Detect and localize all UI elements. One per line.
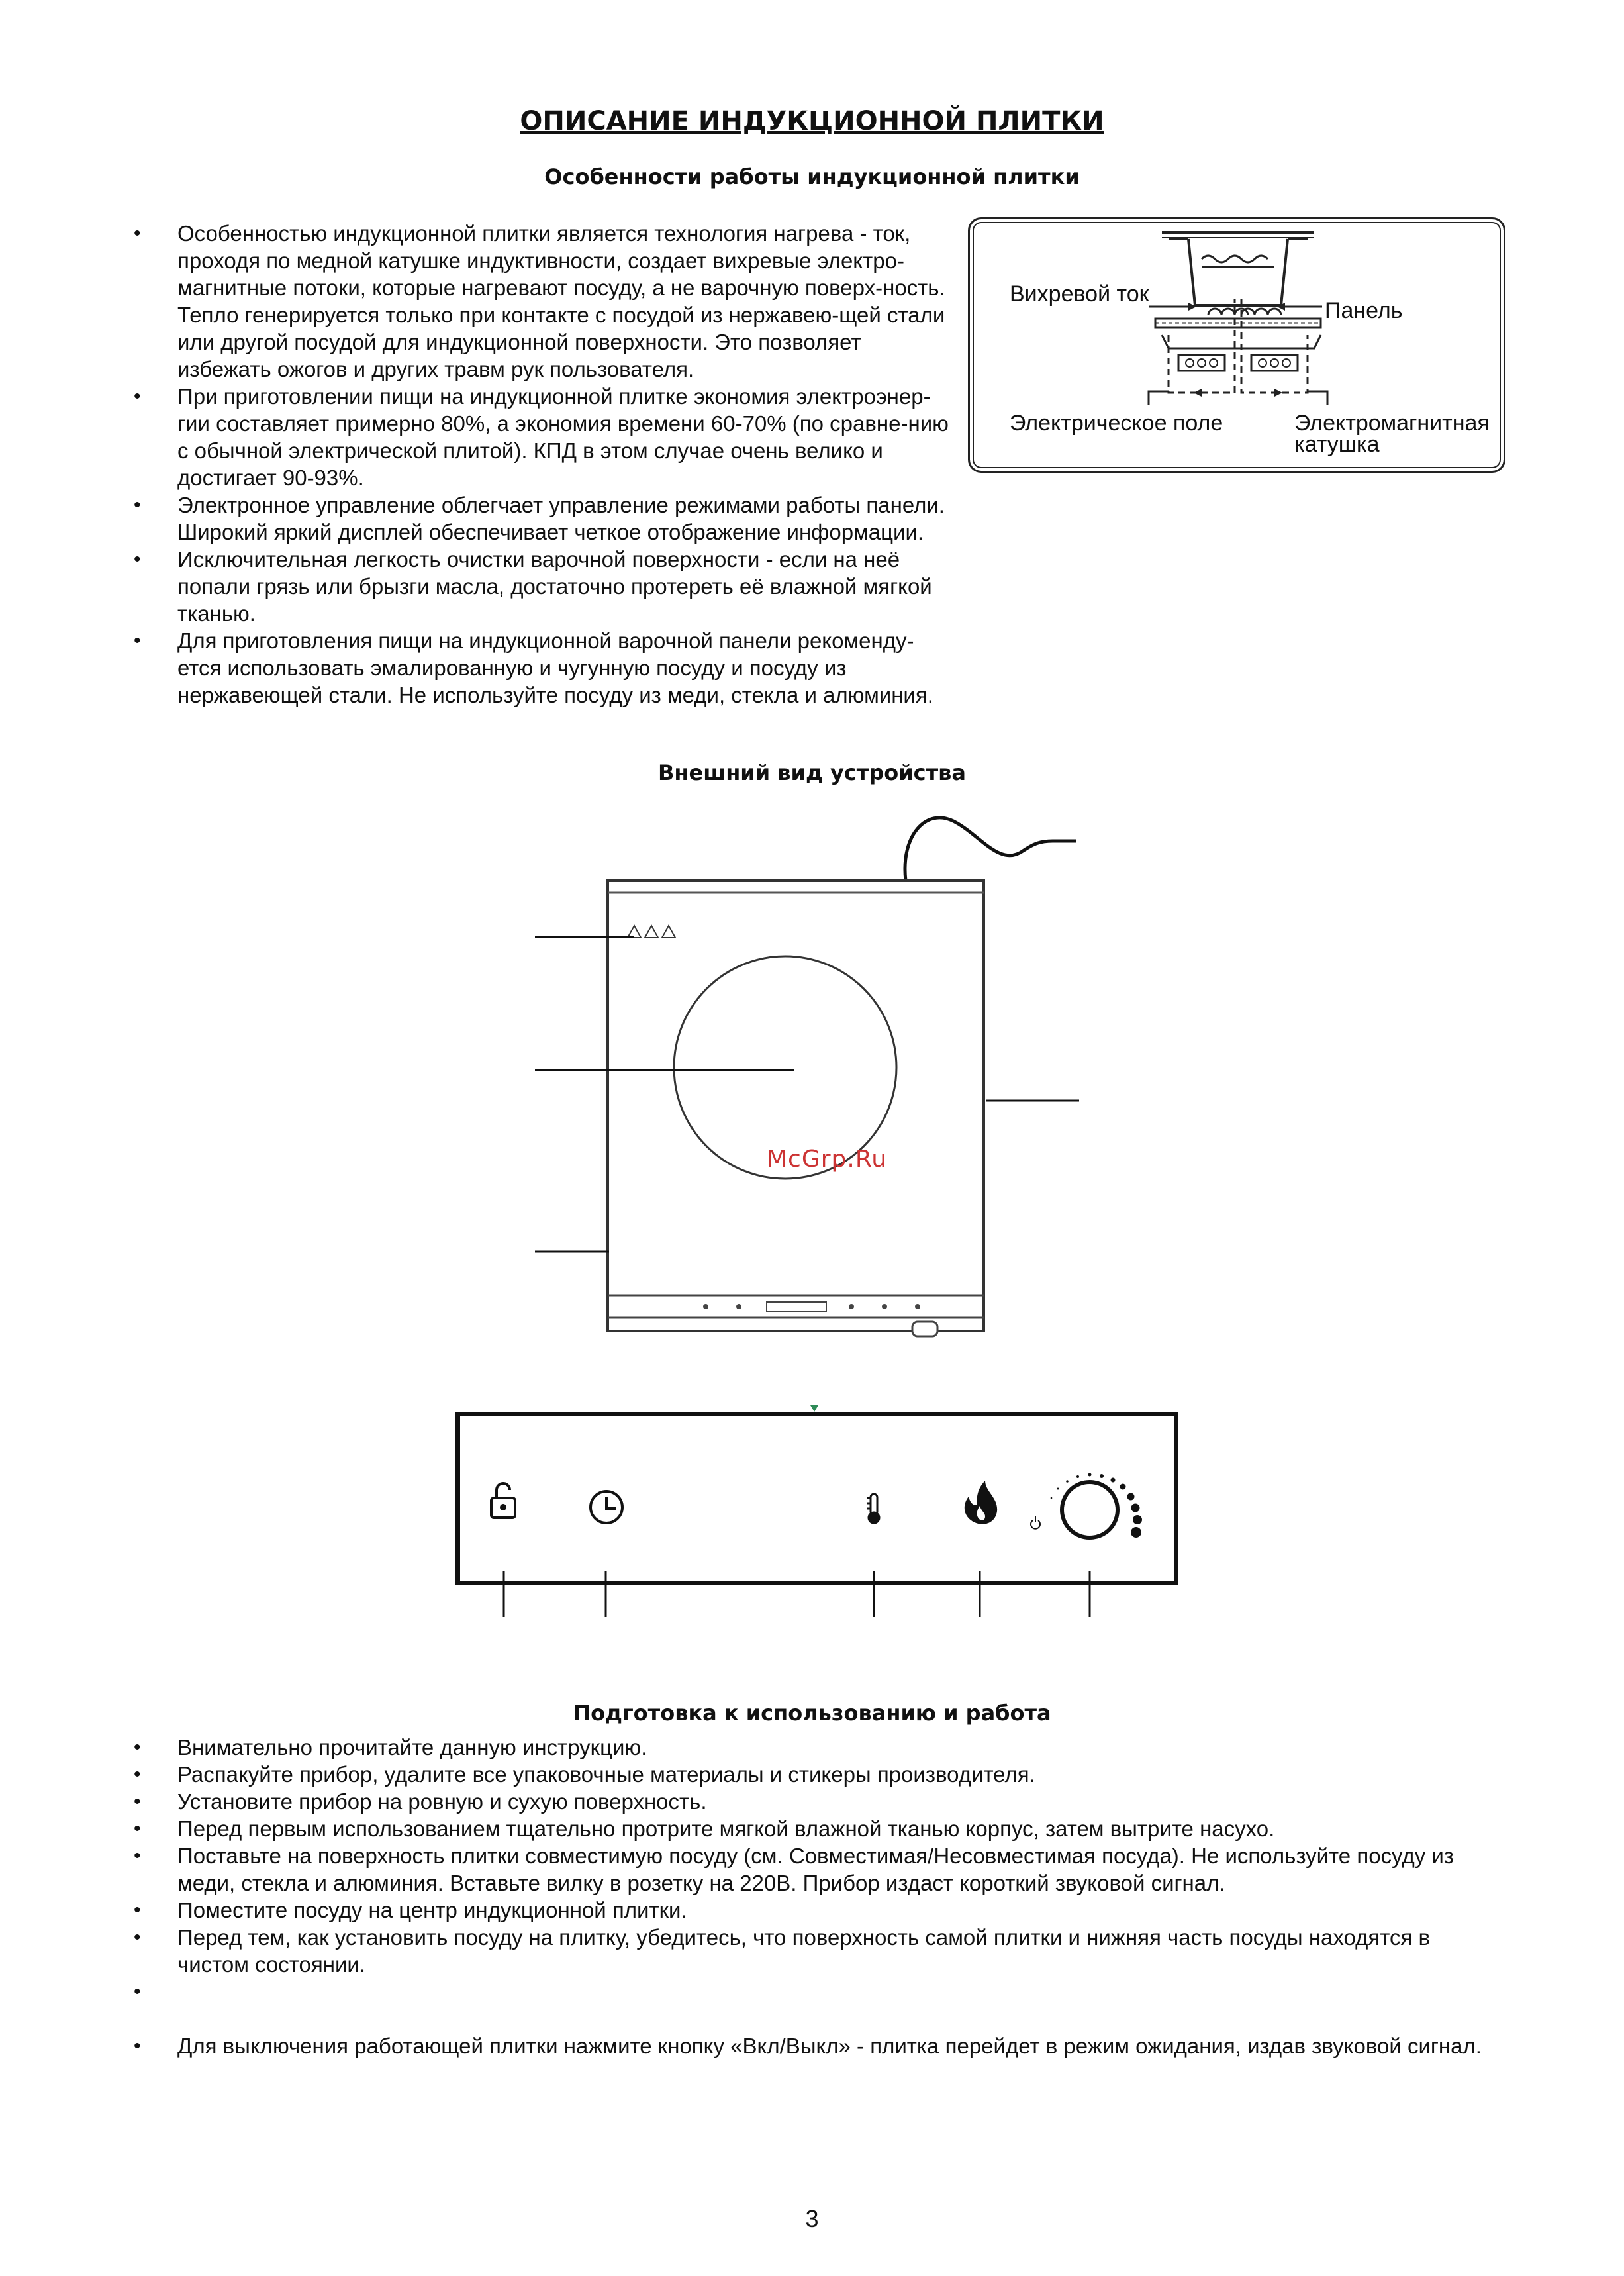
list-item: • Внимательно прочитайте данную инструкцию.: [138, 1734, 1495, 1761]
list-item: [138, 1978, 1495, 2032]
lock-icon: [491, 1483, 515, 1518]
list-item: • Перед тем, как установить посуду на плитку, убедитесь, что поверхность самой плитки и нижняя часть посуды находятся в чистом состоянии.: [138, 1924, 1495, 1978]
list-item: • Перед первым использованием тщательно протрите мягкой влажной тканью корпус, затем вытрите насухо.: [138, 1815, 1495, 1842]
list-item: • Электронное управление облегчает управление режимами работы панели. Широкий яркий дисплей обеспечивает четкое отображение информации.: [138, 491, 952, 546]
list-item: • Для выключения работающей плитки нажмите кнопку «Вкл/Выкл» - плитка перейдет в режим ожидания, издав звуковой сигнал.: [138, 2032, 1495, 2059]
power-knob: [1062, 1482, 1118, 1538]
induction-diagram: [968, 217, 1505, 473]
label-coil-line2: катушка: [1294, 432, 1380, 457]
power-cord: [905, 818, 1076, 881]
label-panel: Панель: [1325, 298, 1403, 323]
page-number: 3: [805, 2205, 819, 2232]
preparation-list: [138, 1734, 1495, 2059]
list-item: • Исключительная легкость очистки варочной поверхности - если на неё попали грязь или брызги масла, достаточно протереть её влажной мягкой тканью.: [138, 546, 952, 627]
hob-body: [608, 881, 984, 1331]
page-title: ОПИСАНИЕ ИНДУКЦИОННОЙ ПЛИТКИ: [520, 106, 1104, 136]
preparation-heading: Подготовка к использованию и работа: [573, 1701, 1051, 1726]
control-panel-drawing: [455, 1412, 1223, 1630]
list-item: • При приготовлении пищи на индукционной плитке экономия электроэнер-гии составляет примерно 80%, а экономия времени 60-70% (по сравне-нию с обычной электрической плитой). КПД в этом случае очень велико и достигает 90-93%.: [138, 383, 952, 491]
list-item: • Поместите посуду на центр индукционной плитки.: [138, 1897, 1495, 1924]
features-list: [138, 220, 952, 709]
list-item: • Для приготовления пищи на индукционной варочной панели рекоменду-ется использовать эмалированную и чугунную посуду и посуду из нержавеющей стали. Не используйте посуду из меди, стекла и алюминия.: [138, 627, 952, 709]
label-eddy-current: Вихревой ток: [1010, 281, 1149, 307]
flame-icon: [965, 1481, 997, 1524]
appearance-heading: Внешний вид устройства: [658, 760, 966, 785]
list-item: • Особенностью индукционной плитки является технология нагрева - ток, проходя по медной катушке индуктивности, создает вихревые электро-магнитные потоки, которые нагревают посуду, а не варочную поверх-ность. Тепло генерируется только при контакте с посудой из нержавею-щей стали или другой посудой для индукционной поверхности. Это позволяет избежать ожогов и других травм рук пользователя.: [138, 220, 952, 383]
device-drawing: [0, 795, 1624, 1391]
power-icon: [1031, 1516, 1040, 1529]
list-item: • Поставьте на поверхность плитки совместимую посуду (см. Совместимая/Несовместимая посуда). Не используйте посуду из меди, стекла и алюминия. Вставьте вилку в розетку на 220В. Прибор издаст короткий звуковой сигнал.: [138, 1842, 1495, 1897]
clock-icon: [591, 1491, 622, 1523]
features-heading: Особенности работы индукционной плитки: [544, 164, 1080, 189]
list-item: • Распакуйте прибор, удалите все упаковочные материалы и стикеры производителя.: [138, 1761, 1495, 1788]
label-electric-field: Электрическое поле: [1010, 411, 1223, 436]
thermometer-icon: [867, 1494, 879, 1523]
label-coil-line1: Электромагнитная: [1294, 411, 1490, 436]
list-item: • Установите прибор на ровную и сухую поверхность.: [138, 1788, 1495, 1815]
watermark: McGrp.Ru: [767, 1146, 888, 1173]
